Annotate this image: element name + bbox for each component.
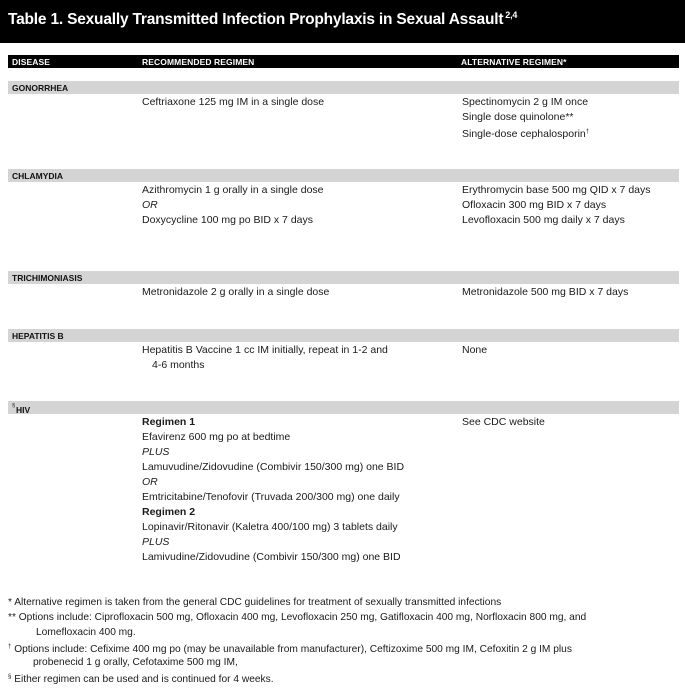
alternative-line: Levofloxacin 500 mg daily x 7 days (462, 214, 625, 226)
footnote (8, 670, 274, 687)
alternative-line: Metronidazole 500 mg BID x 7 days (462, 286, 629, 298)
recommended-line: Doxycycline 100 mg po BID x 7 days (142, 214, 313, 226)
table-title-text: Table 1. Sexually Transmitted Infection Prophylaxis in Sexual Assault (8, 11, 504, 28)
section-mark: § (8, 674, 12, 680)
alternative-line: Spectinomycin 2 g IM once (462, 96, 589, 108)
recommended-line: Hepatitis B Vaccine 1 cc IM initially, repeat in 1-2 and (142, 344, 388, 356)
recommended-line: OR (142, 199, 158, 211)
alternative-line: None (462, 344, 488, 356)
title-reference-superscript: 2,4 (505, 10, 518, 20)
footnote-text: Either regimen can be used and is continued for 4 weeks. (14, 674, 274, 685)
recommended-line: Efavirenz 600 mg po at bedtime (142, 431, 291, 443)
disease-name: GONORRHEA (12, 83, 69, 93)
dagger-mark: † (585, 129, 590, 135)
section-band-chlamydia (8, 169, 679, 182)
recommended-line: PLUS (142, 446, 170, 458)
recommended-line: Ceftriaxone 125 mg IM in a single dose (142, 96, 325, 108)
column-header-disease: DISEASE (12, 57, 51, 67)
section-mark: § (12, 403, 16, 409)
recommended-line: OR (142, 476, 158, 488)
disease-name-wrap (12, 403, 31, 415)
recommended-line: Lamivudine/Zidovudine (Combivir 150/300 mg) one BID (142, 551, 401, 563)
recommended-line: Emtricitabine/Tenofovir (Truvada 200/300 mg) one daily (142, 491, 400, 503)
section-band-gonorrhea (8, 81, 679, 94)
section-band-hepatitis-b (8, 329, 679, 342)
recommended-line: PLUS (142, 536, 170, 548)
disease-name: TRICHIMONIASIS (12, 273, 83, 283)
alternative-line: See CDC website (462, 416, 545, 428)
footnote-continuation: Lomefloxacin 400 mg. (36, 627, 136, 638)
footnote-text: Options include: Cefixime 400 mg po (may be unavailable from manufacturer), Ceftizoxime 500 mg IM, Cefoxitin 2 g IM plus (14, 644, 572, 655)
column-header-alternative: ALTERNATIVE REGIMEN* (461, 57, 567, 67)
footnote: * Alternative regimen is taken from the general CDC guidelines for treatment of sexually transmitted infections (8, 597, 502, 608)
section-band-trichomoniasis (8, 271, 679, 284)
regimen-heading: Regimen 2 (142, 506, 196, 518)
alternative-line (462, 125, 589, 142)
recommended-line: Metronidazole 2 g orally in a single dose (142, 286, 330, 298)
footnote-continuation: probenecid 1 g orally, Cefotaxime 500 mg IM, (33, 657, 238, 668)
alternative-line: Ofloxacin 300 mg BID x 7 days (462, 199, 607, 211)
footnote: ** Options include: Ciprofloxacin 500 mg, Ofloxacin 400 mg, Levofloxacin 250 mg, Gatifloxacin 400 mg, Norfloxacin 800 mg, and (8, 612, 587, 623)
recommended-line: Azithromycin 1 g orally in a single dose (142, 184, 324, 196)
disease-name: HIV (16, 405, 31, 415)
table-title (0, 0, 685, 43)
recommended-line: 4-6 months (152, 359, 205, 371)
alternative-line: Erythromycin base 500 mg QID x 7 days (462, 184, 651, 196)
column-header-recommended: RECOMMENDED REGIMEN (142, 57, 255, 67)
disease-name: CHLAMYDIA (12, 171, 63, 181)
recommended-line: Lamuvudine/Zidovudine (Combivir 150/300 mg) one BID (142, 461, 405, 473)
dagger-mark: † (8, 644, 12, 650)
recommended-line: Lopinavir/Ritonavir (Kaletra 400/100 mg) 3 tablets daily (142, 521, 398, 533)
column-header-row (8, 55, 679, 68)
section-band-hiv (8, 401, 679, 414)
alternative-line: Single dose quinolone** (462, 111, 574, 123)
disease-name: HEPATITIS B (12, 331, 64, 341)
regimen-heading: Regimen 1 (142, 416, 196, 428)
alternative-line-text: Single-dose cephalosporin (462, 128, 586, 140)
